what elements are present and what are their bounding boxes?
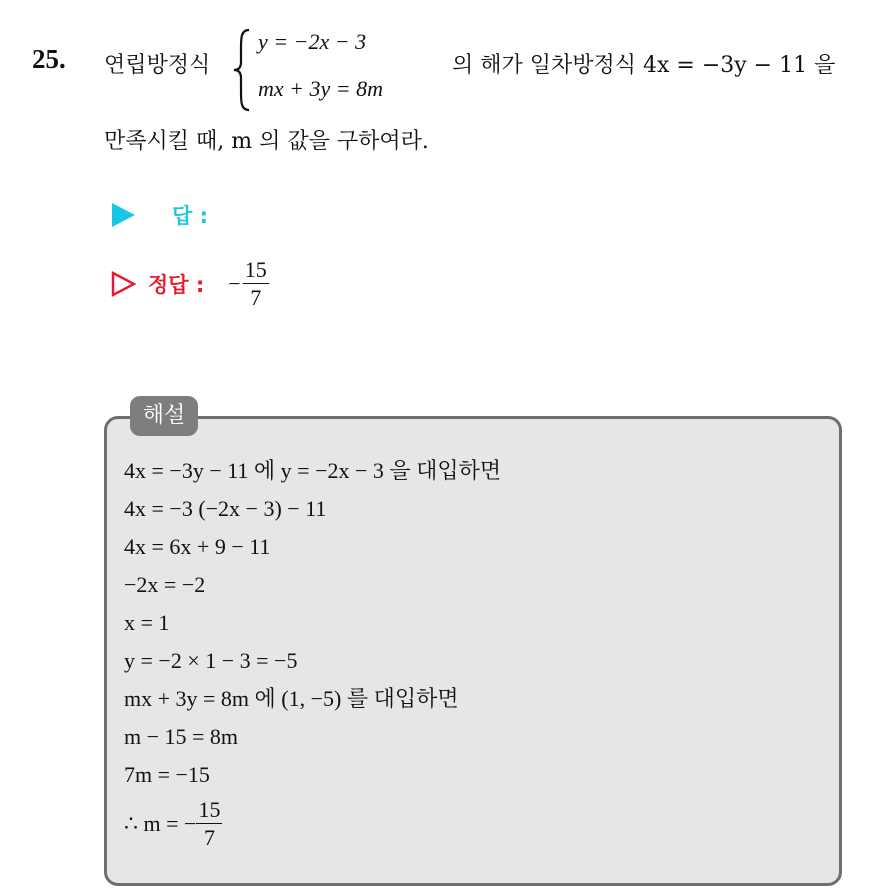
system-equation-2: mx + 3y = 8m <box>258 76 383 101</box>
correct-answer-sign: − <box>228 270 241 296</box>
explanation-step-9: 7m = −15 <box>124 762 210 787</box>
system-brace-icon <box>232 28 252 112</box>
explanation-step-2: 4x = −3 (−2x − 3) − 11 <box>124 496 327 521</box>
answer-label: 답 : <box>172 204 208 228</box>
question-number: 25. <box>32 44 66 74</box>
explanation-step-7: mx + 3y = 8m 에 (1, −5) 를 대입하면 <box>124 686 459 711</box>
system-equation-1: y = −2x − 3 <box>258 29 367 54</box>
explanation-final-numerator: 15 <box>196 798 222 824</box>
explanation-steps <box>124 452 501 849</box>
correct-answer-label: 정답 : <box>148 272 205 297</box>
outline-triangle-arrow-icon <box>110 271 136 297</box>
explanation-step-5: x = 1 <box>124 610 170 635</box>
explanation-step-8: m − 15 = 8m <box>124 724 239 749</box>
explanation-final-denominator: 7 <box>203 825 215 851</box>
correct-answer-numerator: 15 <box>243 258 269 284</box>
question-prompt: 만족시킬 때, m 의 값을 구하여라. <box>104 129 429 154</box>
explanation-final-answer <box>124 798 501 849</box>
filled-triangle-arrow-icon <box>110 202 136 228</box>
question-intro: 연립방정식 <box>104 53 211 78</box>
correct-answer-row <box>110 258 269 309</box>
explanation-step-1: 4x = −3y − 11 에 y = −2x − 3 을 대입하면 <box>124 458 502 483</box>
question-condition: 의 해가 일차방정식 4x = −3y − 11 을 <box>452 53 836 78</box>
explanation-tab: 해설 <box>130 396 198 436</box>
explanation-final-fraction <box>196 798 222 849</box>
explanation-step-6: y = −2 × 1 − 3 = −5 <box>124 648 298 673</box>
correct-answer-denominator: 7 <box>250 285 262 311</box>
explanation-step-3: 4x = 6x + 9 − 11 <box>124 534 271 559</box>
explanation-step-4: −2x = −2 <box>124 572 206 597</box>
explanation-final-prefix: ∴ m = − <box>124 810 197 836</box>
correct-answer-fraction <box>243 258 269 309</box>
answer-blank-row <box>110 200 208 230</box>
